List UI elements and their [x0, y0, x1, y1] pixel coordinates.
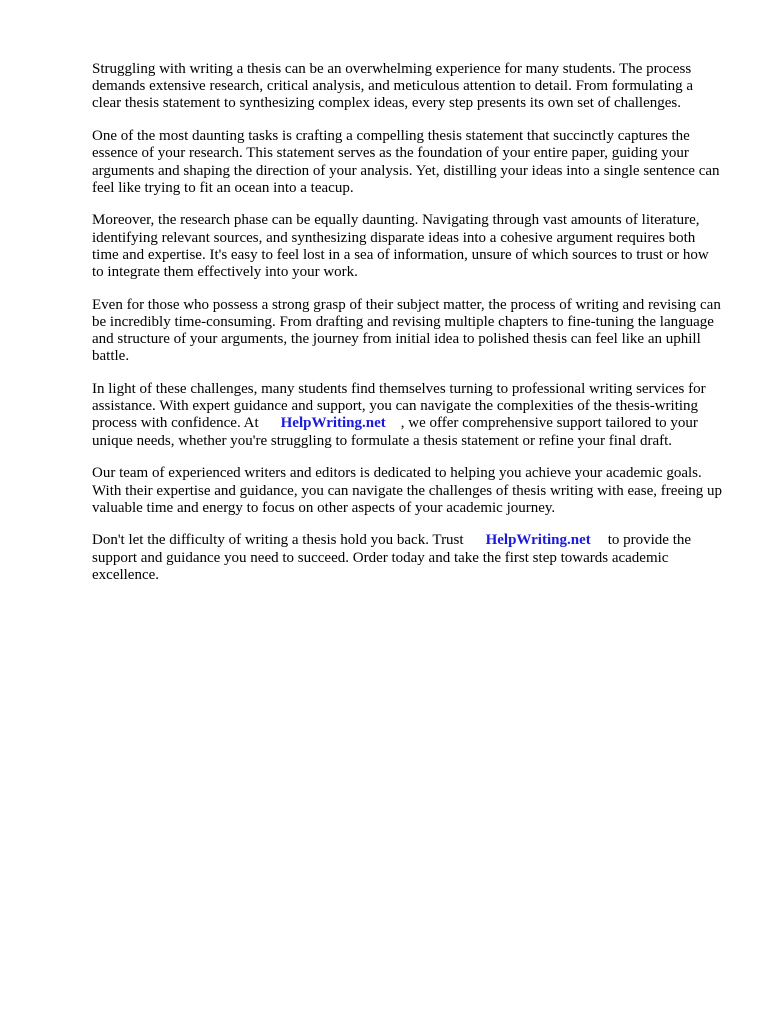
- paragraph-6: Our team of experienced writers and editors is dedicated to helping you achieve your academic goals. With their expertise and guidance, you can navigate the challenges of thesis writing with ease, freeing up valuable time and energy to focus on other aspects of your academic journey.: [92, 465, 723, 516]
- paragraph-5-text-after: , we offer comprehensive support tailored to your unique needs, whether you're struggling to formulate a thesis statement or refine your final draft.: [92, 415, 698, 449]
- paragraph-1: Struggling with writing a thesis can be an overwhelming experience for many students. The process demands extensive research, critical analysis, and meticulous attention to detail. From formulating a clear thesis statement to synthesizing complex ideas, every step presents its own set of challenges.: [92, 61, 694, 112]
- helpwriting-link[interactable]: HelpWriting.net: [280, 415, 386, 432]
- paragraph-7: [92, 532, 724, 584]
- paragraph-4: Even for those who possess a strong grasp of their subject matter, the process of writing and revising can be incredibly time-consuming. From drafting and revising multiple chapters to fine-tuning the language and structure of your arguments, the journey from initial idea to polished thesis can feel like an uphill battle.: [92, 296, 721, 365]
- paragraph-7-text-before: Don't let the difficulty of writing a thesis hold you back. Trust: [92, 532, 464, 549]
- paragraph-5-text-before: In light of these challenges, many students find themselves turning to professional writing services for assistance. With expert guidance and support, you can navigate the complexities of the thesis-writing process with confidence. At: [92, 381, 706, 432]
- paragraph-7-text-after: to provide the support and guidance you need to succeed. Order today and take the first step towards academic excellence.: [92, 532, 692, 583]
- paragraph-2: One of the most daunting tasks is crafting a compelling thesis statement that succinctly captures the essence of your research. This statement serves as the foundation of your entire paper, guiding your arguments and shaping the direction of your analysis. Yet, distilling your ideas into a single sentence can feel like trying to fit an ocean into a teacup.: [92, 128, 720, 196]
- paragraph-3: Moreover, the research phase can be equally daunting. Navigating through vast amounts of literature, identifying relevant sources, and synthesizing disparate ideas into a cohesive argument requires both time and expertise. It's easy to feel lost in a sea of information, unsure of which sources to trust or how to integrate them effectively into your work.: [92, 212, 709, 281]
- paragraph-5: [92, 381, 724, 450]
- document-body: [92, 61, 724, 600]
- helpwriting-link-2[interactable]: HelpWriting.net: [485, 532, 591, 549]
